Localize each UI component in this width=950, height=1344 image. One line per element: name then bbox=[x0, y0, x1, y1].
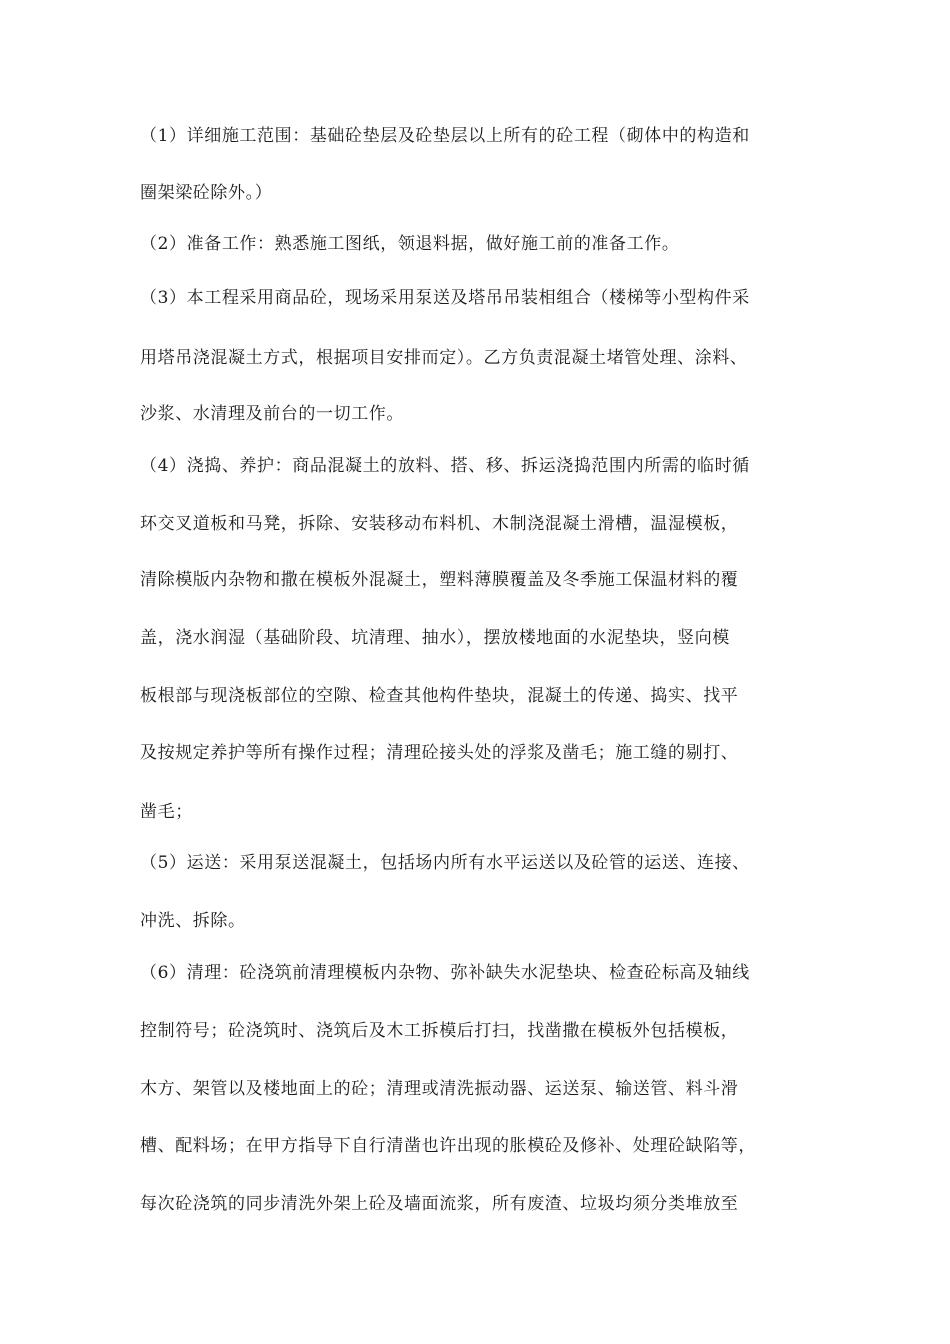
text-line: 控制符号；砼浇筑时、浇筑后及木工拆模后打扫，找凿撒在模板外包括模板， bbox=[140, 1021, 739, 1041]
text-line: 用塔吊浇混凝土方式，根据项目安排而定）。乙方负责混凝土堵管处理、涂料、 bbox=[140, 348, 748, 368]
text-line: 冲洗、拆除。 bbox=[140, 911, 246, 931]
text-line: 圈架梁砼除外。） bbox=[140, 183, 273, 203]
text-line: 木方、架管以及楼地面上的砼；清理或清洗振动器、运送泵、输送管、料斗滑 bbox=[140, 1079, 739, 1099]
text-line: 板根部与现浇板部位的空隙、检查其他构件垫块，混凝土的传递、捣实、找平 bbox=[140, 686, 739, 706]
text-line: 清除模版内杂物和撒在模板外混凝土，塑料薄膜覆盖及冬季施工保温材料的覆 bbox=[140, 570, 739, 590]
text-line: 环交叉道板和马凳，拆除、安装移动布料机、木制浇混凝土滑槽，温湿模板， bbox=[140, 514, 739, 534]
text-line: 凿毛； bbox=[140, 802, 193, 822]
text-line: （2）准备工作：熟悉施工图纸，领退料据，做好施工前的准备工作。 bbox=[140, 234, 680, 254]
text-line: 及按规定养护等所有操作过程；清理砼接头处的浮浆及凿毛；施工缝的剔打、 bbox=[140, 743, 739, 763]
text-line: （3）本工程采用商品砼，现场采用泵送及塔吊吊装相组合（楼梯等小型构件采 bbox=[140, 288, 750, 308]
text-line: 沙浆、水清理及前台的一切工作。 bbox=[140, 404, 404, 424]
text-line: 槽、配料场；在甲方指导下自行清凿也许出现的胀模砼及修补、处理砼缺陷等， bbox=[140, 1136, 756, 1156]
text-line: （1）详细施工范围：基础砼垫层及砼垫层以上所有的砼工程（砌体中的构造和 bbox=[140, 126, 750, 146]
text-line: （5）运送：采用泵送混凝土，包括场内所有水平运送以及砼管的运送、连接、 bbox=[140, 853, 750, 873]
text-line: 每次砼浇筑的同步清洗外架上砼及墙面流浆，所有废渣、垃圾均须分类堆放至 bbox=[140, 1194, 739, 1214]
text-line: 盖，浇水润湿（基础阶段、坑清理、抽水），摆放楼地面的水泥垫块，竖向模 bbox=[140, 628, 730, 648]
text-line: （6）清理：砼浇筑前清理模板内杂物、弥补缺失水泥垫块、检查砼标高及轴线 bbox=[140, 963, 750, 983]
text-line: （4）浇捣、养护：商品混凝土的放料、搭、移、拆运浇捣范围内所需的临时循 bbox=[140, 456, 750, 476]
